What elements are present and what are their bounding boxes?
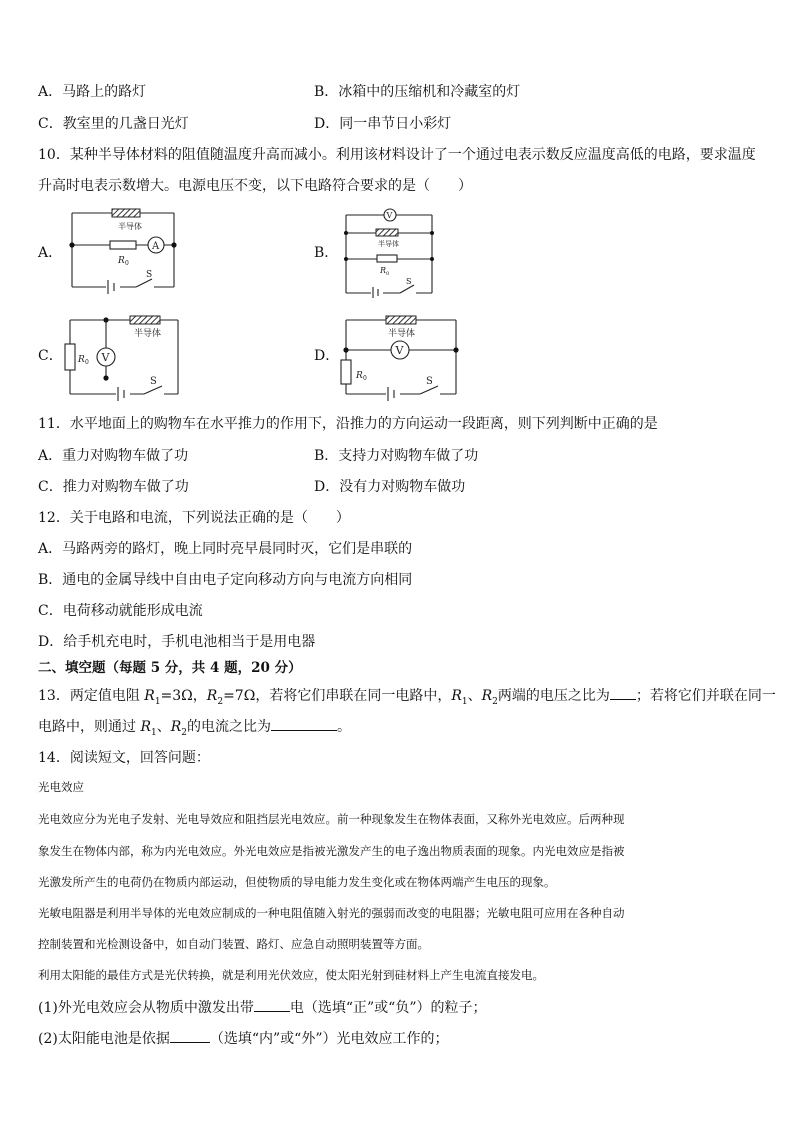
answer-blank[interactable] [254, 997, 290, 1012]
svg-text:0: 0 [85, 359, 89, 366]
q12-option-b: B．通电的金属导线中自由电子定向移动方向与电流方向相同 [38, 572, 413, 588]
semiconductor-resistor [386, 316, 416, 324]
q12-stem: 12．关于电路和电流，下列说法正确的是（ ） [38, 510, 350, 526]
svg-text:R: R [356, 371, 363, 381]
q13-line2: 电路中，则通过 $R_1$、$R_2$的电流之比为 。 [38, 716, 351, 743]
q14-stem: 14．阅读短文，回答问题： [38, 750, 210, 766]
svg-text:0: 0 [363, 375, 367, 382]
svg-text:0: 0 [386, 271, 390, 277]
q10-option-a-label: A． [38, 245, 63, 261]
answer-blank[interactable] [271, 716, 337, 731]
svg-text:0: 0 [125, 260, 129, 267]
q12-option-a: A．马路两旁的路灯，晚上同时亮早晨同时灭，它们是串联的 [38, 541, 413, 557]
passage-para3: 利用太阳能的最佳方式是光伏转换，就是利用光伏效应，使太阳光射到硅材料上产生电流直接发电。 [38, 968, 544, 982]
q12-option-d: D．给手机充电时，手机电池相当于是用电器 [38, 634, 316, 650]
resistor-r0 [65, 344, 75, 370]
svg-text:S: S [426, 376, 433, 387]
svg-text:V: V [386, 211, 393, 220]
resistor-r0 [377, 255, 397, 262]
svg-text:V: V [395, 344, 404, 357]
semiconductor-resistor [376, 229, 398, 236]
semiconductor-resistor [130, 316, 160, 324]
q9-option-d: D．同一串节日小彩灯 [314, 116, 452, 132]
q9-option-b: B．冰箱中的压缩机和冷藏室的灯 [314, 84, 521, 100]
answer-blank[interactable] [610, 685, 636, 700]
q13-line1: 13．两定值电阻 $R_1=3\Omega$，$R_2=7\Omega$，若将它们串联在同一电路中，$R_1$、$R_2$两端的电压之比为 ；若将它们并联在同一 [38, 685, 776, 712]
resistor-r0 [110, 241, 136, 249]
svg-text:R: R [118, 256, 125, 266]
circuit-diagram-b [340, 205, 440, 297]
svg-text:S: S [146, 270, 153, 280]
q10-option-d-label: D． [314, 348, 340, 364]
svg-text:半导体: 半导体 [378, 240, 399, 248]
section-heading: 二、填空题（每题 5 分，共 4 题，20 分） [38, 660, 302, 676]
q10-stem-line2: 升高时电表示数增大。电源电压不变，以下电路符合要求的是（ ） [38, 178, 472, 194]
resistor-r0 [341, 360, 351, 384]
passage-para2-line1: 光敏电阻器是利用半导体的光电效应制成的一种电阻值随入射光的强弱而改变的电阻器；光敏电阻可应用在各种自动 [38, 906, 625, 920]
circuit-diagram-d [336, 312, 466, 398]
q14-sub2: (2)太阳能电池是依据 （选填“内”或“外”）光电效应工作的； [38, 1028, 448, 1049]
svg-text:A: A [152, 241, 160, 252]
svg-text:V: V [101, 351, 110, 364]
q11-option-b: B．支持力对购物车做了功 [314, 448, 479, 464]
q12-option-c: C．电荷移动就能形成电流 [38, 603, 203, 619]
q11-stem: 11．水平地面上的购物车在水平推力的作用下，沿推力的方向运动一段距离，则下列判断中正确的是 [38, 416, 658, 432]
passage-para1-line1: 光电效应分为光电子发射、光电导效应和阻挡层光电效应。前一种现象发生在物体表面，又称外光电效应。后两种现 [38, 812, 625, 826]
semiconductor-label: 半导体 [118, 222, 142, 231]
q10-option-b-label: B． [314, 245, 339, 261]
svg-text:R: R [380, 266, 387, 275]
svg-text:R: R [78, 355, 85, 365]
q9-option-a: A．马路上的路灯 [38, 84, 147, 100]
passage-para1-line2: 象发生在物体内部，称为内光电效应。外光电效应是指被光激发产生的电子逸出物质表面的现象。内光电效应是指被 [38, 844, 625, 858]
svg-text:半导体: 半导体 [388, 329, 416, 339]
q10-stem-line1: 10．某种半导体材料的阻值随温度升高而减小。利用该材料设计了一个通过电表示数反应温度高低的电路，要求温度 [38, 147, 756, 163]
circuit-diagram-a [60, 205, 190, 297]
q11-option-a: A．重力对购物车做了功 [38, 448, 189, 464]
semiconductor-resistor [112, 209, 140, 217]
q10-option-c-label: C． [38, 348, 63, 364]
svg-text:S: S [150, 376, 157, 387]
svg-text:半导体: 半导体 [134, 329, 162, 339]
answer-blank[interactable] [170, 1028, 210, 1043]
q11-option-c: C．推力对购物车做了功 [38, 479, 189, 495]
svg-text:S: S [406, 277, 412, 286]
passage-title: 光电效应 [38, 780, 84, 794]
q11-option-d: D．没有力对购物车做功 [314, 479, 466, 495]
q14-sub1: (1)外光电效应会从物质中激发出带 电（选填“正”或“负”）的粒子； [38, 997, 486, 1018]
passage-para2-line2: 控制装置和光检测设备中，如自动门装置、路灯、应急自动照明装置等方面。 [38, 937, 429, 951]
passage-para1-line3: 光激发所产生的电荷仍在物质内部运动，但使物质的导电能力发生变化或在物体两端产生电压的现象。 [38, 875, 556, 889]
q9-option-c: C．教室里的几盏日光灯 [38, 116, 189, 132]
circuit-diagram-c [60, 312, 190, 398]
